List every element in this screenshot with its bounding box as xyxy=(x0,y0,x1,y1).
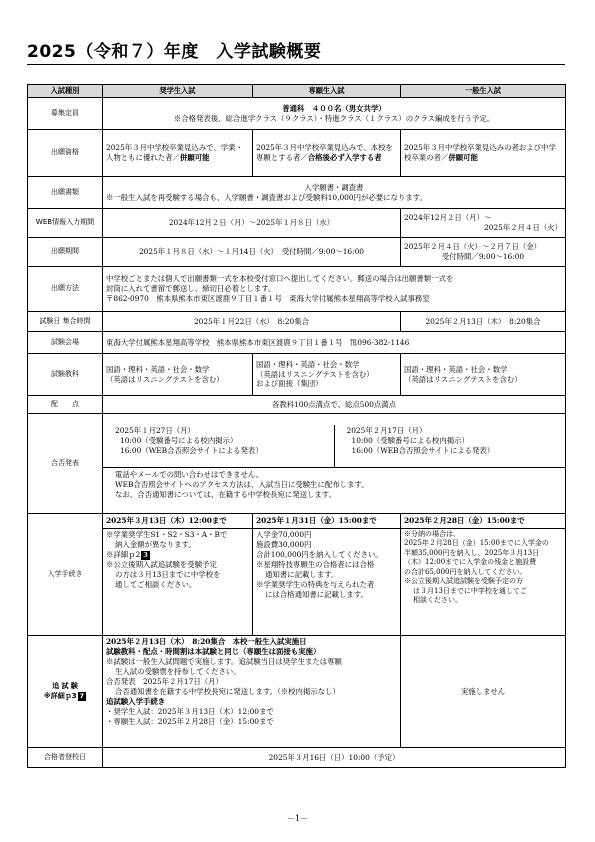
points-label: 配 点 xyxy=(28,396,103,414)
procedure-general-l2: 2025年２月28日（金）15:00までに入学金の xyxy=(404,539,549,548)
procedure-general-l8: 相談ください。 xyxy=(413,596,462,605)
makeup-label: 追 試 験 xyxy=(52,682,78,691)
procedure-scholarship-l2: 納入金額が異なります。 xyxy=(115,539,196,549)
procedure-general-l5: の合計65,000円を納入してください。 xyxy=(404,567,527,576)
title-rule xyxy=(27,64,565,65)
venue-label: 試験会場 xyxy=(28,332,103,354)
apply-period-row xyxy=(28,238,566,267)
procedure-scholarship-l5: の方は３月13日までに中学校を xyxy=(115,569,221,579)
procedure-dedicated-l2: 施設費30,000円 xyxy=(256,539,312,549)
header-row xyxy=(28,85,566,98)
subjects-scholarship-1: 国語・理科・英語・社会・数学 xyxy=(106,364,210,374)
apply-method-line3: 〒862-0970 熊本県熊本市東区渡鹿９丁目１番１号 東海大学付属熊本星翔高等学校入試事務室 xyxy=(106,293,430,303)
makeup-l6: 合否通知書を在籍する中学校長宛に発送します。（※校内掲示なし） xyxy=(115,686,340,696)
capacity-row xyxy=(28,98,566,130)
exam-date-right: 2025年２月13日（木） 8:20集合 xyxy=(401,312,566,332)
subjects-dedicated-1: 国語・理科・英語・社会・数学 xyxy=(256,359,360,369)
procedure-general-l6: ※公立後期入試追試験を受験予定の方 xyxy=(404,577,523,586)
makeup-row xyxy=(28,636,566,748)
capacity-line1: 普通科 ４００名（男女共学） xyxy=(282,103,386,113)
documents-line1: 入学願書・調査書 xyxy=(304,182,364,192)
procedure-general-l3: 半額35,000円を納入し、2025年３月13日 xyxy=(404,548,540,557)
results-note2: WEB合否照会サイトへのアクセス方法は、入試当日に受験生に配布します。 xyxy=(115,480,369,489)
procedure-general-l1: ※分納の場合は、 xyxy=(404,529,460,538)
eligibility-general xyxy=(401,130,566,177)
subjects-row xyxy=(28,354,566,396)
makeup-l3: ※試験は一般生入試問題で実施します。追試験当日は奨学生または専願 xyxy=(106,656,342,666)
venue-text: 東海大学付属熊本星翔高等学校 熊本県熊本市東区渡鹿９丁目１番１号 ℡096-382-1146 xyxy=(103,332,566,354)
results-right-b: 16:00（WEB合否照会サイトによる発表） xyxy=(351,445,495,455)
results-left-date: 2025年１月27日（月） xyxy=(115,426,195,436)
points-row xyxy=(28,396,566,414)
registration-row xyxy=(28,748,566,768)
eligibility-scholarship xyxy=(103,130,253,177)
subjects-scholarship-2: （英語はリスニングテストを含む） xyxy=(106,374,224,384)
exam-date-left: 2025年１月22日（水） 8:20集合 xyxy=(103,312,401,332)
makeup-l7: 追試験入学手続き xyxy=(106,696,166,706)
header-dedicated: 専願生入試 xyxy=(253,85,401,98)
eligibility-scholarship-note: 併願可能 xyxy=(179,153,210,162)
procedure-dedicated-l6: ※学業奨学生の特典を与えられた者 xyxy=(256,579,375,589)
apply-method-line1: 中学校ごとまたは個人で出願書類一式を本校受付窓口へ提出してください。郵送の場合は出願書類一式を xyxy=(106,274,454,284)
procedure-scholarship-l1: ※学業奨学生S1・S2・S3・A・Bで xyxy=(106,529,228,539)
registration-label: 合格者登校日 xyxy=(28,748,103,768)
makeup-label-cell xyxy=(28,636,103,748)
page-number: －1－ xyxy=(286,814,309,823)
procedure-dedicated-l5: 通知書に記載します。 xyxy=(265,569,339,579)
web-period-right-2: 2025年２月４日（火） xyxy=(484,223,562,232)
makeup-l4: 生入試の受験票を持参してください。 xyxy=(115,666,241,676)
procedure-dedicated-l3: 合計100,000円を納入してください。 xyxy=(256,549,383,559)
header-exam-type: 入試種別 xyxy=(28,85,103,98)
page-ref-badge: 7 xyxy=(79,691,85,700)
eligibility-dedicated-text: 2025年３月中学校卒業見込みで、本校を専願とする者／ xyxy=(256,143,393,162)
eligibility-dedicated-note: 合格後必ず入学する者 xyxy=(307,153,382,162)
makeup-l5: 合否発表 2025年２月17日（月） xyxy=(106,676,223,686)
procedure-scholarship-l4: ※公立後期入試追試験を受験予定 xyxy=(106,559,217,569)
procedure-general-deadline: 2025年２月28日（金）15:00まで xyxy=(401,514,565,529)
results-left-b: 16:00（WEB合否照会サイトによる発表） xyxy=(120,445,263,455)
procedure-scholarship-l3: ※詳細ｐ2 xyxy=(106,549,141,559)
eligibility-general-text: 2025年３月中学校卒業見込みの者および中学校卒業の者／ xyxy=(404,143,556,162)
capacity-line2: ※合格発表後、総合進学クラス（９クラス）・特進クラス（１クラス）のクラス編成を行う予定。 xyxy=(173,113,495,123)
exam-date-label: 試験日 集合時間 xyxy=(28,312,103,332)
results-right-a: 10:00（受験番号による校内掲示） xyxy=(351,436,469,445)
apply-period-right-1: 2025年２月４日（火）〜２月７日（金） xyxy=(404,242,542,252)
header-scholarship: 奨学生入試 xyxy=(103,85,253,98)
makeup-detail-ref: ※詳細ｐ3 xyxy=(43,691,77,700)
results-row xyxy=(28,414,566,514)
procedure-dedicated-l1: 入学金70,000円 xyxy=(256,529,312,539)
makeup-l9: ・専願生入試：2025年２月28日（金）15:00まで xyxy=(106,716,274,726)
results-note3: なお、合否通知書については、在籍する中学校長宛に発送します。 xyxy=(115,489,336,499)
points-text: 各教科100点満点で、総点500点満点 xyxy=(103,396,566,414)
exam-overview-table xyxy=(27,84,566,768)
procedure-label: 入学手続き xyxy=(28,514,103,636)
makeup-l2: 試験教科・配点・時間割は本試験と同じ（専願生は面接も実施） xyxy=(106,646,321,656)
registration-text: 2025年３月16日（日）10:00（予定） xyxy=(103,748,566,768)
eligibility-row xyxy=(28,130,566,177)
web-period-label: WEB情報入力期間 xyxy=(28,209,103,238)
eligibility-general-note: 併願可能 xyxy=(448,153,478,162)
procedure-dedicated-l7: には合格通知書に記載します。 xyxy=(265,589,368,599)
exam-date-row xyxy=(28,312,566,332)
eligibility-dedicated xyxy=(253,130,401,177)
results-label: 合否発表 xyxy=(28,414,103,514)
procedure-general-l7: は３月13日までに中学校を通してご xyxy=(413,586,527,595)
subjects-dedicated-2: （英語はリスニングテストを含む） xyxy=(256,369,374,379)
web-period-right-1: 2024年12月２日（月）〜 xyxy=(404,213,492,223)
results-right-date: 2025年２月17日（月） xyxy=(346,426,427,436)
procedure-scholarship-l6: 通してご相談ください。 xyxy=(115,579,197,589)
results-left-a: 10:00（受験番号による校内掲示） xyxy=(120,436,238,445)
makeup-general: 実施しません xyxy=(401,636,566,748)
web-period-left: 2024年12月２日（月）〜2025年１月８日（水） xyxy=(103,209,401,238)
apply-method-line2: 封筒に入れて書留で郵送し、締切日必着とします。 xyxy=(106,284,276,293)
subjects-general-1: 国語・理科・英語・社会・数学 xyxy=(404,364,508,374)
subjects-label: 試験教科 xyxy=(28,354,103,396)
page-title: 2025（令和７）年度 入学試験概要 xyxy=(27,42,322,62)
procedure-dedicated-deadline: 2025年１月31日（金）15:00まで xyxy=(253,514,400,529)
apply-period-left: 2025年１月８日（水）〜１月14日（火） 受付時間／9:00〜16:00 xyxy=(103,238,401,267)
makeup-l8: ・奨学生入試：2025年３月13日（木）12:00まで xyxy=(106,706,274,716)
subjects-general-2: （英語はリスニングテストを含む） xyxy=(404,374,522,384)
procedure-row xyxy=(28,514,566,636)
venue-row xyxy=(28,332,566,354)
eligibility-scholarship-text: 2025年３月中学校卒業見込みで、学業・人物ともに優れた者／ xyxy=(106,143,243,162)
page-ref-badge: 3 xyxy=(143,550,148,559)
makeup-l1: 2025年２月13日（木） 8:20集合 本校一般生入試実施日 xyxy=(106,637,307,646)
apply-method-row xyxy=(28,267,566,312)
documents-row xyxy=(28,177,566,209)
subjects-dedicated-3: および面接（集団） xyxy=(256,379,323,389)
apply-period-label: 出願期間 xyxy=(28,238,103,267)
eligibility-label: 出願資格 xyxy=(28,130,103,177)
procedure-general-l4: （木）12:00までに入学金の残金と施設費 xyxy=(404,558,537,567)
capacity-label: 募集定員 xyxy=(28,98,103,130)
header-general: 一般生入試 xyxy=(401,85,566,98)
documents-line2: ※一般生入試を再受験する場合も、入学願書・調査書および受験料10,000円が必要になります。 xyxy=(106,192,427,202)
apply-method-label: 出願方法 xyxy=(28,267,103,312)
procedure-scholarship-deadline: 2025年３月13日（木）12:00まで xyxy=(103,514,252,529)
apply-period-right-2: 受付時間／9:00〜16:00 xyxy=(441,252,525,261)
procedure-dedicated-l4: ※星翔特技専願生の合格者には合格 xyxy=(256,559,375,569)
results-note1: 電話やメールでの問い合わせはできません。 xyxy=(115,470,264,480)
web-period-row xyxy=(28,209,566,238)
documents-label: 出願書類 xyxy=(28,177,103,209)
